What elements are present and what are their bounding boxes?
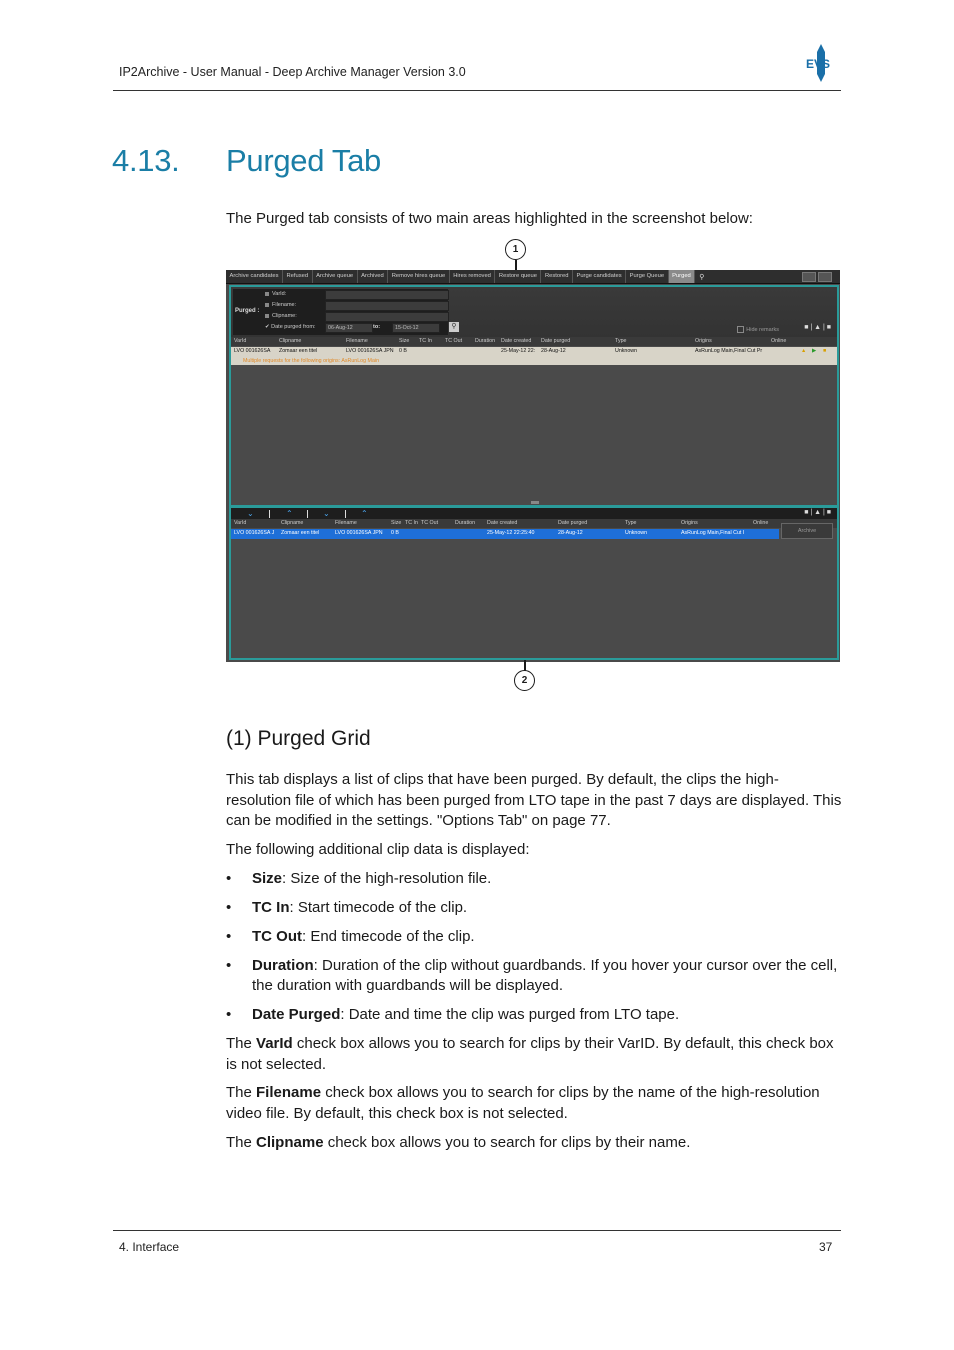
- search-icon[interactable]: ⚲: [699, 273, 705, 281]
- filter-filename[interactable]: Filename:: [265, 302, 296, 308]
- footer-rule: [113, 1230, 841, 1231]
- table-row[interactable]: LVO 001626SA Zomaar een titel LVO 001626SA JPN 0 B 25-May-12 22: 28-Aug-12 Unknown AsRunLog Main,Final Cut Pr ▲ ▶ ■: [231, 347, 837, 357]
- window-controls: [802, 272, 832, 282]
- page-number: 37: [819, 1240, 833, 1254]
- header-rule: [113, 90, 841, 91]
- filter-varid[interactable]: VarId:: [265, 291, 286, 297]
- filter-clipname[interactable]: Clipname:: [265, 313, 297, 319]
- tab-hires-removed[interactable]: Hires removed: [450, 270, 496, 283]
- folder-icon[interactable]: ■: [823, 348, 827, 354]
- varid-checkbox[interactable]: [265, 292, 269, 296]
- section-title: Purged Tab: [226, 143, 381, 178]
- tab-restore-queue[interactable]: Restore queue: [495, 270, 541, 283]
- grid1-header: VarId Clipname Filename Size TC In TC Out Duration Date created Date purged Type Origins Online: [231, 337, 837, 346]
- varid-input[interactable]: [325, 290, 449, 300]
- running-header: IP2Archive - User Manual - Deep Archive Manager Version 3.0: [119, 65, 466, 79]
- tab-refused[interactable]: Refused: [283, 270, 313, 283]
- move-down-icon[interactable]: ⌄: [247, 509, 254, 518]
- purged-tab-screenshot: [226, 270, 840, 662]
- purged-grid-area: [229, 285, 839, 507]
- paragraph-filename: The Filename check box allows you to search for clips by the name of the high-resolution video file. By default, this check box is not selected.: [226, 1084, 820, 1122]
- section-number: 4.13.: [112, 143, 180, 178]
- table-row[interactable]: LVO 001626SA J Zomaar een titel LVO 001626SA JPN 0 B 25-May-12 22:25:40 28-Aug-12 Unknown AsRunLog Main,Final Cut I: [231, 529, 779, 539]
- section-heading: [112, 143, 381, 179]
- filename-input[interactable]: [325, 301, 449, 311]
- grid2-header: VarId Clipname Filename Size TC In TC Out Duration Date created Date purged Type Origins Online: [231, 519, 837, 528]
- remark-row: Multiple requests for the following origins: AsRunLog Main: [231, 357, 837, 365]
- grid2-toolbar-icons[interactable]: ■ | ▲ | ■: [804, 509, 831, 516]
- search-button-icon[interactable]: ⚲: [449, 322, 459, 332]
- tab-purged[interactable]: Purged: [669, 270, 696, 283]
- grid-toolbar-icons[interactable]: ■ | ▲ | ■: [804, 324, 831, 331]
- tab-archive-queue[interactable]: Archive queue: [313, 270, 358, 283]
- dropdown-icon[interactable]: [818, 272, 832, 282]
- filter-date[interactable]: ✔ Date purged from:: [265, 324, 316, 330]
- footer-chapter: 4. Interface: [119, 1240, 180, 1254]
- tab-purge-queue[interactable]: Purge Queue: [626, 270, 668, 283]
- selection-grid-area: [229, 506, 839, 660]
- tab-archived[interactable]: Archived: [358, 270, 389, 283]
- filter-label: Purged :: [235, 308, 260, 314]
- paragraph-additional-data: The following additional clip data is displayed:: [226, 841, 530, 858]
- tab-bar: [226, 270, 840, 284]
- paragraph-varid: The VarId check box allows you to search for clips by their VarID. By default, this check box is not selected.: [226, 1035, 834, 1073]
- date-to-input[interactable]: 15-Oct-12: [392, 323, 440, 333]
- move-all-up-icon[interactable]: ⌃: [361, 509, 368, 518]
- tab-archive-candidates[interactable]: Archive candidates: [226, 270, 283, 283]
- intro-paragraph: The Purged tab consists of two main areas highlighted in the screenshot below:: [226, 210, 753, 227]
- splitter-handle[interactable]: [531, 501, 539, 504]
- callout-2: 2: [514, 670, 535, 691]
- hide-remarks-checkbox[interactable]: Hide remarks: [737, 326, 779, 333]
- clipname-checkbox[interactable]: [265, 314, 269, 318]
- logo-text: EVS: [806, 57, 831, 71]
- paragraph-clipname: The Clipname check box allows you to search for clips by their name.: [226, 1134, 691, 1151]
- warning-icon: ▲: [801, 348, 807, 354]
- filter-panel: [231, 287, 837, 337]
- evs-logo: [804, 44, 838, 82]
- check-icon[interactable]: ✔: [265, 324, 270, 330]
- paragraph-description: This tab displays a list of clips that have been purged. By default, the clips the high-resolution file of which has been purged from LTO tape in the past 7 days are displayed. This can be modified in the settings. "Options Tab" on page 77.: [226, 771, 842, 829]
- archive-button[interactable]: Archive: [781, 523, 833, 539]
- tab-restored[interactable]: Restored: [541, 270, 573, 283]
- move-all-down-icon[interactable]: ⌄: [323, 509, 330, 518]
- clipname-input[interactable]: [325, 312, 449, 322]
- filename-checkbox[interactable]: [265, 303, 269, 307]
- move-up-icon[interactable]: ⌃: [286, 509, 293, 518]
- tab-remove-hires-queue[interactable]: Remove hires queue: [388, 270, 450, 283]
- users-icon[interactable]: [802, 272, 816, 282]
- subsection-heading: (1) Purged Grid: [226, 727, 371, 750]
- tab-purge-candidates[interactable]: Purge candidates: [573, 270, 626, 283]
- date-from-input[interactable]: 06-Aug-12: [325, 323, 373, 333]
- date-to-label: to:: [373, 324, 381, 330]
- move-toolbar: [231, 508, 837, 519]
- play-icon[interactable]: ▶: [812, 348, 817, 354]
- callout-1: 1: [505, 239, 526, 260]
